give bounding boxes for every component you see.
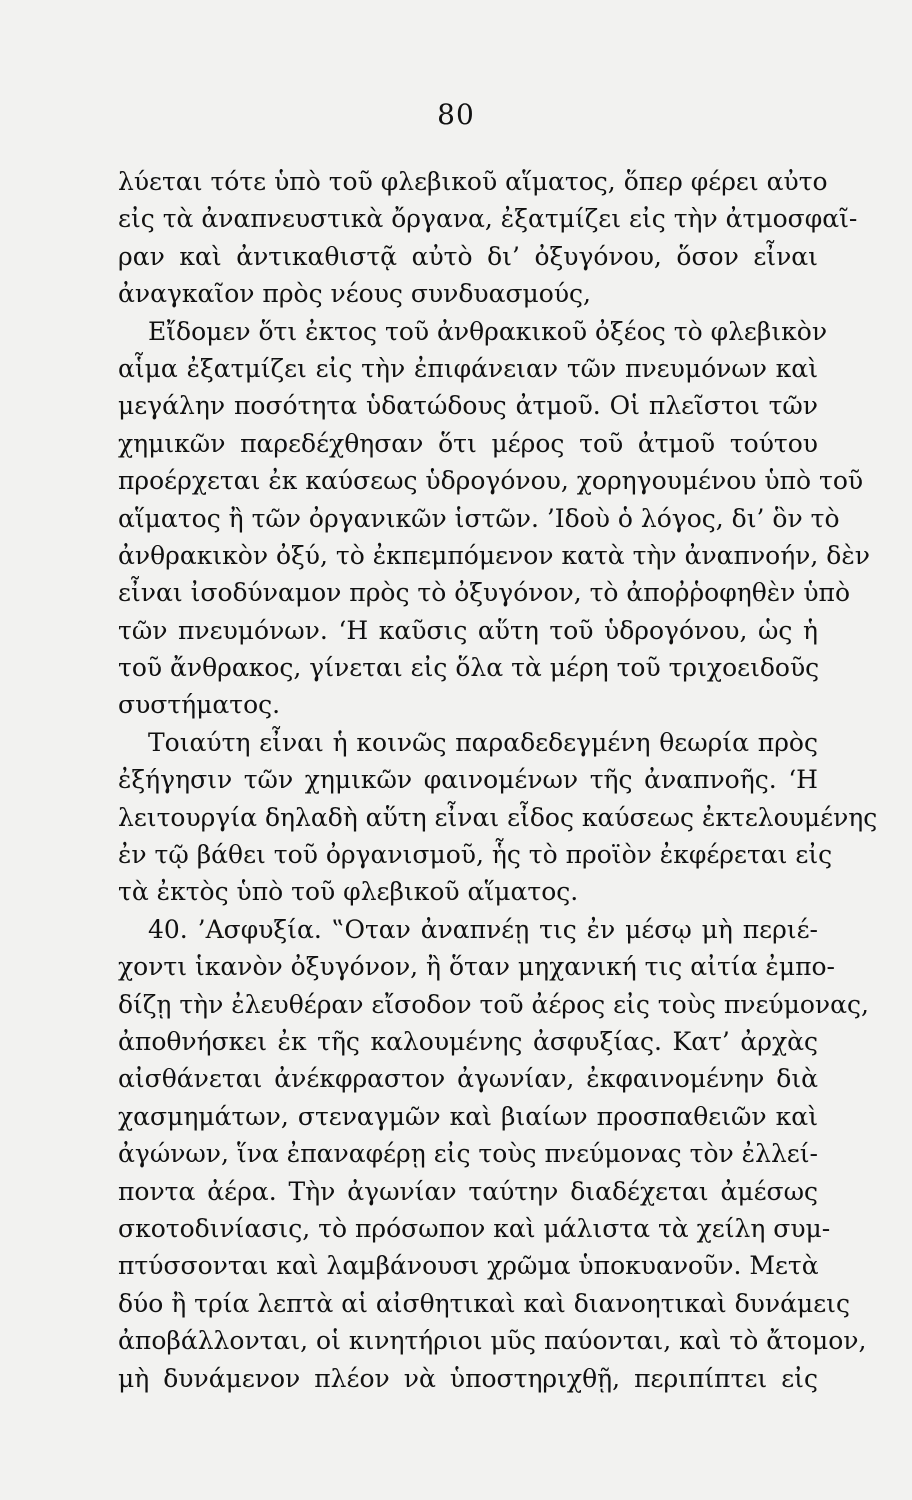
text-line: χασμημάτων, στεναγμῶν καὶ βιαίων προσπαθειῶν καὶ (118, 1101, 818, 1131)
text-line: τὰ ἐκτὸς ὑπὸ τοῦ φλεβικοῦ αἵματος. (118, 877, 579, 907)
text-line: ἀνθρακικὸν ὀξύ, τὸ ἐκπεμπόμενον κατὰ τὴν ἀναπνοήν, δὲν (118, 540, 870, 570)
text-line: ποντα ἀέρα. Τὴν ἀγωνίαν ταύτην διαδέχεται ἀμέσως (118, 1176, 818, 1206)
section-heading-line: 40. ’Ασφυξία. ‟Οταν ἀναπνέῃ τις ἐν μέσῳ μὴ περιέ- (148, 914, 818, 944)
text-line: ἀποβάλλονται, οἱ κινητήριοι μῦς παύονται, καὶ τὸ ἄτομον, (118, 1326, 867, 1356)
text-line: χημικῶν παρεδέχθησαν ὅτι μέρος τοῦ ἀτμοῦ τούτου (118, 428, 818, 458)
text-line: εἶναι ἰσοδύναμον πρὸς τὸ ὀξυγόνον, τὸ ἀποῤῥοφηθὲν ὑπὸ (118, 578, 850, 608)
text-line: ραν καὶ ἀντικαθιστᾷ αὐτὸ δι’ ὀξυγόνου, ὅσον εἶναι (118, 241, 818, 271)
text-line: μὴ δυνάμενον πλέον νὰ ὑποστηριχθῇ, περιπίπτει εἰς (118, 1363, 818, 1393)
text-line: ἀγώνων, ἵνα ἐπαναφέρῃ εἰς τοὺς πνεύμονας τὸν ἐλλεί- (118, 1139, 818, 1169)
text-line: Τοιαύτη εἶναι ἡ κοινῶς παραδεδεγμένη θεωρία πρὸς (148, 727, 818, 757)
text-line: αἷμα ἐξατμίζει εἰς τὴν ἐπιφάνειαν τῶν πνευμόνων καὶ (118, 353, 818, 383)
text-line: ἐν τῷ βάθει τοῦ ὀργανισμοῦ, ἧς τὸ προϊὸν ἐκφέρεται εἰς (118, 840, 833, 870)
text-line: λύεται τότε ὑπὸ τοῦ φλεβικοῦ αἵματος, ὅπερ φέρει αὐτο (118, 167, 828, 196)
text-line: ἐξήγησιν τῶν χημικῶν φαινομένων τῆς ἀναπνοῆς. ‘Η (118, 765, 818, 795)
text-line: συστήματος. (118, 690, 281, 720)
text-line: Εἴδομεν ὅτι ἐκτος τοῦ ἀνθρακικοῦ ὀξέος τὸ φλεβικὸν (148, 316, 828, 346)
text-line: ἀποθνήσκει ἐκ τῆς καλουμένης ἀσφυξίας. Κατ’ ἀρχὰς (118, 1026, 818, 1056)
text-line: προέρχεται ἐκ καύσεως ὑδρογόνου, χορηγουμένου ὑπὸ τοῦ (118, 466, 864, 496)
text-line: πτύσσονται καὶ λαμβάνουσι χρῶμα ὑποκυανοῦν. Μετὰ (118, 1251, 819, 1281)
text-line: εἰς τὰ ἀναπνευστικὰ ὄργανα, ἐξατμίζει εἰς τὴν ἀτμοσφαῖ- (118, 204, 858, 234)
body-text (118, 163, 878, 1397)
text-line: αἰσθάνεται ἀνέκφραστον ἀγωνίαν, ἐκφαινομένην διὰ (118, 1064, 818, 1094)
text-line: τοῦ ἄνθρακος, γίνεται εἰς ὅλα τὰ μέρη τοῦ τριχοειδοῦς (118, 653, 820, 683)
text-line: δύο ἢ τρία λεπτὰ αἱ αἰσθητικαὶ καὶ διανοητικαὶ δυνάμεις (118, 1288, 850, 1318)
text-line: λειτουργία δηλαδὴ αὕτη εἶναι εἶδος καύσεως ἐκτελουμένης (118, 802, 878, 832)
text-line: μεγάλην ποσότητα ὑδατώδους ἀτμοῦ. Οἱ πλεῖστοι τῶν (118, 391, 818, 421)
text-line: χοντι ἱκανὸν ὀξυγόνον, ἢ ὅταν μηχανική τις αἰτία ἐμπο- (118, 952, 835, 982)
text-line: τῶν πνευμόνων. ‘Η καῦσις αὕτη τοῦ ὑδρογόνου, ὡς ἡ (118, 615, 818, 645)
text-line: αἵματος ἢ τῶν ὀργανικῶν ἱστῶν. ’Ιδοὺ ὁ λόγος, δι’ ὃν τὸ (118, 503, 840, 533)
page-number: 80 (437, 98, 475, 131)
text-line: σκοτοδινίασις, τὸ πρόσωπον καὶ μάλιστα τὰ χείλη συμ- (118, 1213, 831, 1243)
text-line: δίζῃ τὴν ἐλευθέραν εἴσοδον τοῦ ἀέρος εἰς τοὺς πνεύμονας, (118, 989, 869, 1019)
text-line: ἀναγκαῖον πρὸς νέους συνδυασμούς, (118, 279, 591, 309)
